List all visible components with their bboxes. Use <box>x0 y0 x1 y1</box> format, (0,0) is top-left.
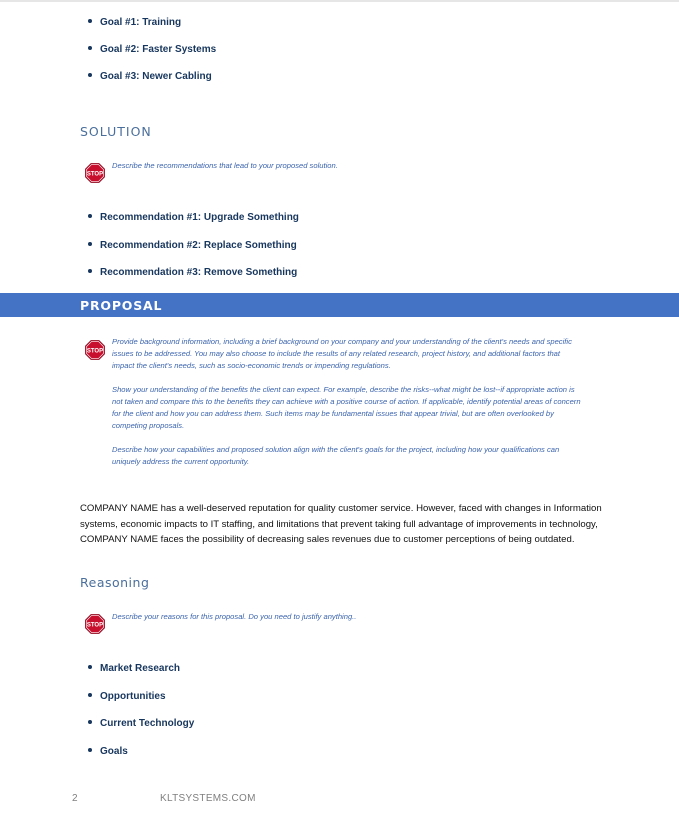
bullet-icon <box>88 73 92 77</box>
footer-website: KLTSYSTEMS.COM <box>160 793 256 804</box>
solution-instruction-note: Describe the recommendations that lead to your proposed solution. <box>112 161 338 170</box>
bullet-icon <box>88 214 92 218</box>
bullet-icon <box>88 269 92 273</box>
bullet-icon <box>88 693 92 697</box>
list-item: Goal #3: Newer Cabling <box>88 71 212 83</box>
solution-heading: SOLUTION <box>80 124 152 139</box>
bullet-icon <box>88 665 92 669</box>
list-item: Goal #1: Training <box>88 17 181 29</box>
list-item: Current Technology <box>88 718 194 730</box>
proposal-note-paragraph: Describe how your capabilities and proposed solution align with the client's goals for the project, including how your qualifications can uniquely address the current opportunity. <box>112 445 560 466</box>
list-item: Goals <box>88 746 128 758</box>
svg-text:STOP: STOP <box>86 171 104 178</box>
list-item: Market Research <box>88 663 180 675</box>
list-item: Goal #2: Faster Systems <box>88 44 216 56</box>
list-item: Recommendation #3: Remove Something <box>88 267 297 279</box>
page-top-border <box>0 0 679 2</box>
svg-text:STOP: STOP <box>86 348 104 355</box>
proposal-heading: PROPOSAL <box>80 298 163 313</box>
reasoning-instruction-note: Describe your reasons for this proposal. Do you need to justify anything.. <box>112 612 357 621</box>
reasoning-heading: Reasoning <box>80 575 150 590</box>
bullet-icon <box>88 46 92 50</box>
proposal-note-paragraph: Show your understanding of the benefits the client can expect. For example, describe the risks--what might be lost--if appropriate action is not taken and compare this to the benefits they can achieve with a positive course of action. If applicable, identify potential areas of concern for the client and how you can address them. Such items may be fundamental issues that appear trivial, but are often overlooked by competing proposals. <box>112 385 581 430</box>
list-item: Recommendation #1: Upgrade Something <box>88 212 299 224</box>
list-item: Opportunities <box>88 691 166 703</box>
bullet-icon <box>88 748 92 752</box>
bullet-icon <box>88 720 92 724</box>
page-number: 2 <box>72 793 78 804</box>
stop-sign-icon <box>85 340 105 360</box>
proposal-banner <box>0 293 679 317</box>
list-item: Recommendation #2: Replace Something <box>88 240 297 252</box>
proposal-instruction-notes <box>112 336 582 480</box>
proposal-body-paragraph: COMPANY NAME has a well-deserved reputation for quality customer service. However, faced with changes in Information systems, economic impacts to IT staffing, and limitations that prevent taking full advantage of improvements in technology, COMPANY NAME faces the possibility of decreasing sales revenues due to customer perceptions of being outdated. <box>80 503 602 546</box>
bullet-icon <box>88 242 92 246</box>
proposal-note-paragraph: Provide background information, including a brief background on your company and your understanding of the client's needs and specific issues to be addressed. You may also choose to include the results of any related research, project history, and additional factors that impact the client's needs, such as socio-economic trends or impending regulations. <box>112 337 572 370</box>
svg-text:STOP: STOP <box>86 622 104 629</box>
stop-sign-icon <box>85 614 105 634</box>
stop-sign-icon <box>85 163 105 183</box>
bullet-icon <box>88 19 92 23</box>
